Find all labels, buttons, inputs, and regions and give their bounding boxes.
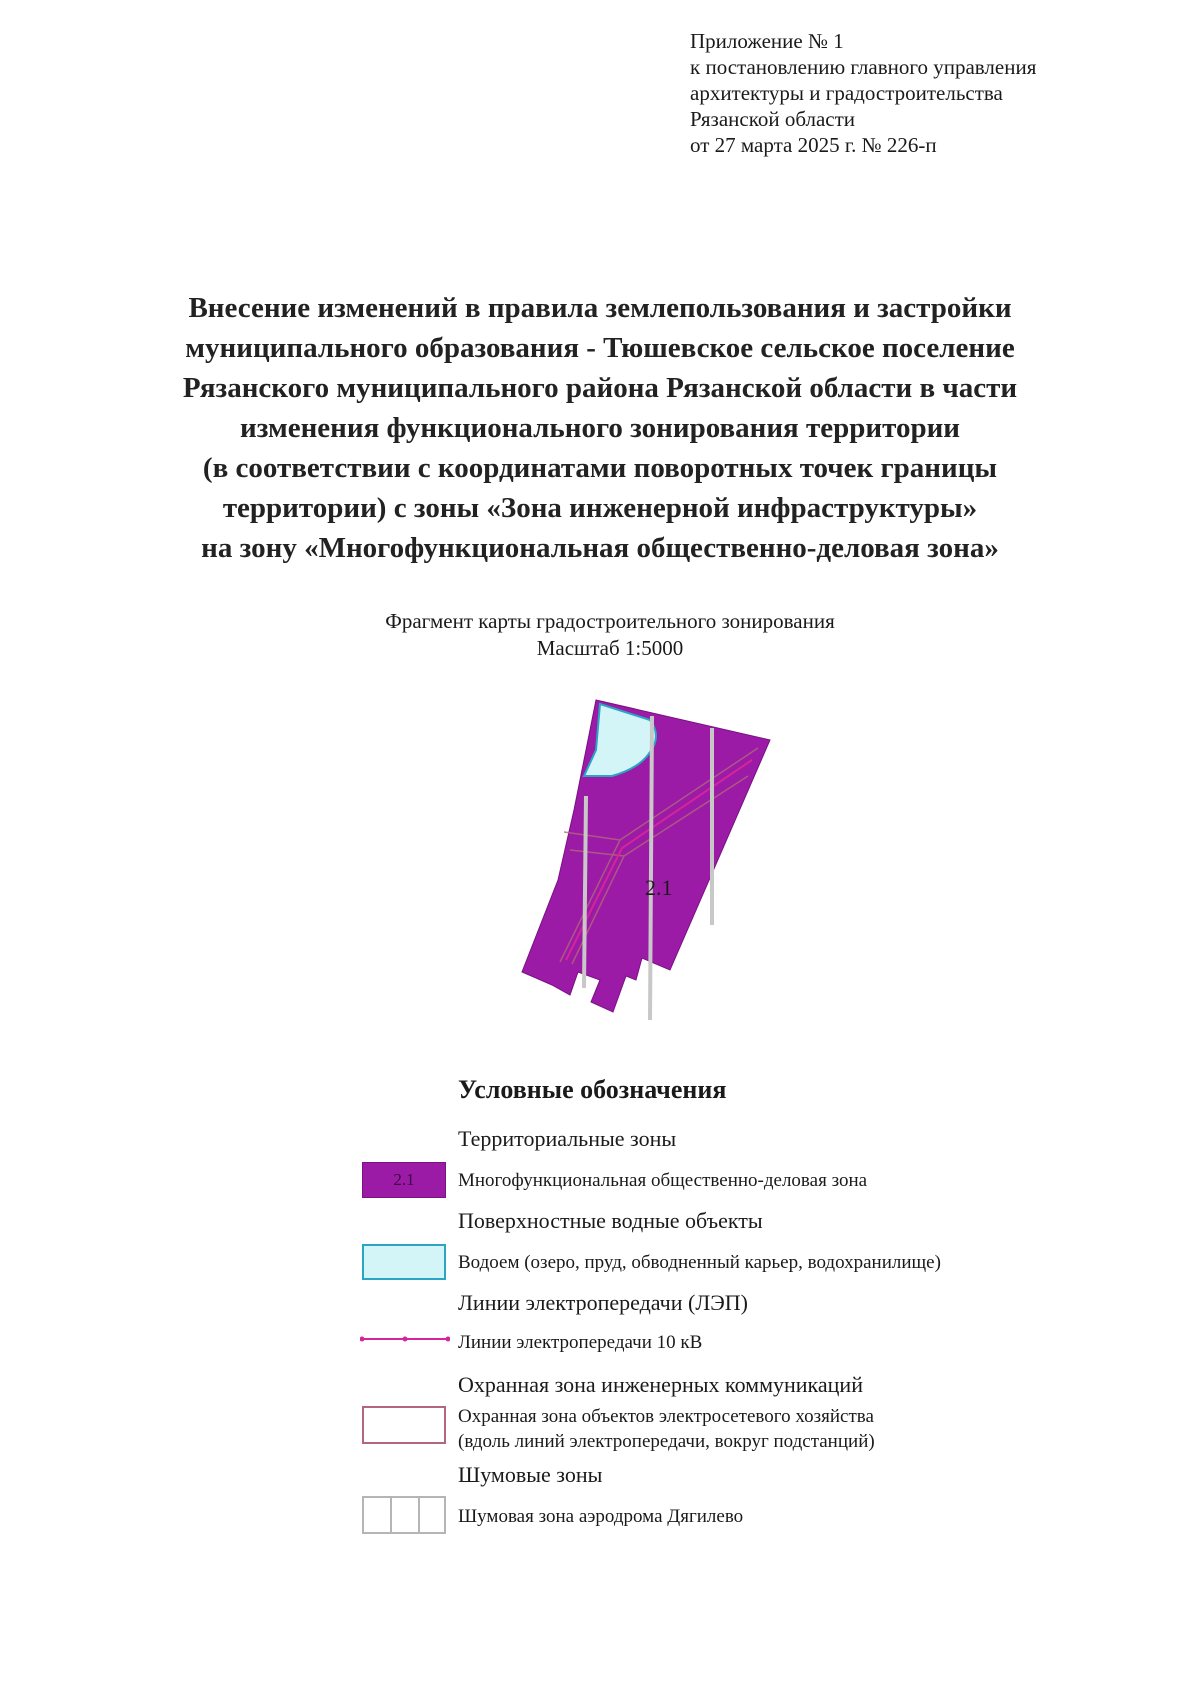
legend-heading-power: Линии электропередачи (ЛЭП) xyxy=(458,1290,748,1315)
legend-item-water: Водоем (озеро, пруд, обводненный карьер, водохранилище) xyxy=(458,1252,941,1273)
appendix-line: Рязанской области xyxy=(690,107,856,131)
legend-heading-water: Поверхностные водные объекты xyxy=(458,1208,763,1233)
appendix-line: Приложение № 1 xyxy=(690,29,844,53)
swatch-protection-zone xyxy=(362,1406,446,1444)
map-scale: Масштаб 1:5000 xyxy=(536,636,684,660)
swatch-zone: 2.1 xyxy=(362,1162,446,1198)
swatch-water xyxy=(362,1244,446,1280)
legend-item-protection-line2: (вдоль линий электропередачи, вокруг подстанций) xyxy=(458,1431,875,1452)
appendix-line: к постановлению главного управления xyxy=(690,55,1037,79)
title-line: Рязанского муниципального района Рязанской области в части xyxy=(182,372,1018,404)
legend-title: Условные обозначения xyxy=(458,1075,727,1104)
legend-heading-territorial: Территориальные зоны xyxy=(458,1126,677,1151)
noise-zone-line xyxy=(584,796,586,988)
title-line: на зону «Многофункциональная общественно-деловая зона» xyxy=(201,532,999,564)
legend-item-zone: Многофункциональная общественно-деловая зона xyxy=(458,1170,868,1191)
legend-item-power: Линии электропередачи 10 кВ xyxy=(458,1332,703,1353)
title-line: изменения функционального зонирования территории xyxy=(240,412,960,444)
title-line: Внесение изменений в правила землепользования и застройки xyxy=(188,292,1012,324)
title-line: территории) с зоны «Зона инженерной инфраструктуры» xyxy=(222,492,978,524)
swatch-power-line xyxy=(360,1334,450,1344)
map-caption xyxy=(220,608,1000,662)
appendix-line: от 27 марта 2025 г. № 226-п xyxy=(690,133,937,157)
appendix-line: архитектуры и градостроительства xyxy=(690,81,1003,105)
title-line: муниципального образования - Тюшевское сельское поселение xyxy=(185,332,1015,364)
legend-heading-noise: Шумовые зоны xyxy=(458,1462,603,1487)
legend-item-protection-line1: Охранная зона объектов электросетевого хозяйства xyxy=(458,1406,874,1427)
appendix-header xyxy=(690,28,1170,158)
legend-item-noise: Шумовая зона аэродрома Дягилево xyxy=(458,1506,744,1527)
zone-label: 2.1 xyxy=(645,875,673,900)
swatch-noise-zone xyxy=(362,1496,446,1534)
map-caption-title: Фрагмент карты градостроительного зонирования xyxy=(385,609,835,633)
noise-zone-line xyxy=(650,716,652,1020)
title-line: (в соответствии с координатами поворотных точек границы xyxy=(202,452,998,484)
document-title xyxy=(60,288,1140,568)
legend-heading-protection: Охранная зона инженерных коммуникаций xyxy=(458,1372,863,1397)
